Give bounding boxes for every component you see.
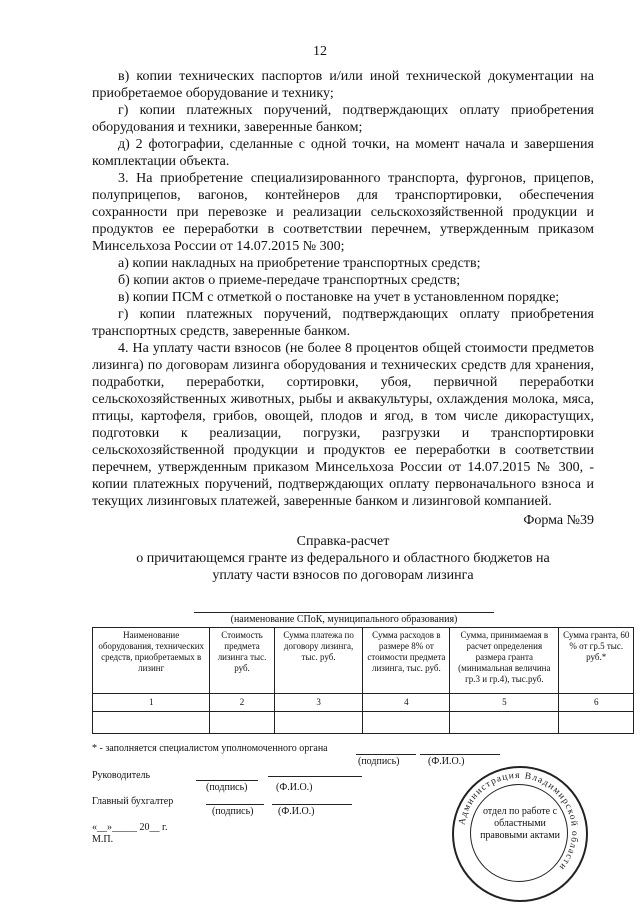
paragraph-g: г) копии платежных поручений, подтверждающих оплату приобретения оборудования и техники, заверенные банком;	[92, 103, 594, 135]
table-header-cell: Сумма платежа по договору лизинга, тыс. руб.	[274, 628, 363, 694]
sign-line	[272, 804, 352, 805]
table-header-cell: Сумма гранта, 60 % от гр.5 тыс. руб.*	[559, 628, 634, 694]
fio-caption: (Ф.И.О.)	[276, 782, 313, 793]
table-row	[93, 694, 634, 712]
table-header-cell: Наименование оборудования, технических средств, приобретаемых в лизинг	[93, 628, 210, 694]
sign-line	[206, 804, 264, 805]
form-label: Форма №39	[523, 513, 594, 528]
body-text	[92, 68, 594, 584]
org-caption: (наименование СПоК, муниципального образования)	[194, 612, 494, 626]
table-cell: 3	[274, 694, 363, 712]
rukovoditel-label: Руководитель	[92, 770, 151, 781]
glavbuh-label: Главный бухгалтер	[92, 796, 174, 807]
paragraph-3a: а) копии накладных на приобретение транспортных средств;	[118, 256, 481, 271]
table-cell	[450, 712, 559, 734]
table-header-row	[93, 628, 634, 694]
table-header-cell: Сумма, принимаемая в расчет определения размера гранта (минимальная величина гр.3 и гр.4), тыс.руб.	[450, 628, 559, 694]
table-cell: 5	[450, 694, 559, 712]
paragraph-v: в) копии технических паспортов и/или иной технической документации на приобретаемое оборудование и технику;	[92, 69, 594, 101]
form-subtitle: о причитающемся гранте из федерального и областного бюджетов на уплату части взносов по договорам лизинга	[136, 551, 550, 583]
sign-line	[268, 776, 362, 777]
table-cell: 2	[210, 694, 274, 712]
podpis-caption: (подпись)	[206, 782, 248, 793]
table-cell: 1	[93, 694, 210, 712]
svg-text:Администрация Владимирской обл: Администрация Владимирской области	[457, 770, 580, 873]
table-cell	[93, 712, 210, 734]
table-cell: 4	[363, 694, 450, 712]
footnote: * - заполняется специалистом уполномоченного органа	[92, 743, 328, 754]
paragraph-3b: б) копии актов о приеме-передаче транспортных средств;	[118, 273, 461, 288]
paragraph-3: 3. На приобретение специализированного транспорта, фургонов, прицепов, полуприцепов, вагонов, контейнеров для транспортировки, обеспечения сохранности при перевозке и реализации сельскохозяйственной продукции и продуктов ее переработки в соответствии перечнем, утвержденным приказом Минсельхоза России от 14.07.2015 № 300;	[92, 171, 594, 254]
podpis-caption: (подпись)	[212, 806, 254, 817]
table-cell	[210, 712, 274, 734]
table-header-cell: Сумма расходов в размере 8% от стоимости предмета лизинга, тыс. руб.	[363, 628, 450, 694]
page-number: 12	[313, 44, 327, 59]
fio-caption: (Ф.И.О.)	[278, 806, 315, 817]
sign-line	[356, 754, 416, 755]
paragraph-3g: г) копии платежных поручений, подтверждающих оплату приобретения транспортных средств, заверенные банком.	[92, 307, 594, 339]
podpis-caption: (подпись)	[358, 756, 400, 767]
mp-label: М.П.	[92, 834, 114, 845]
paragraph-4: 4. На уплату части взносов (не более 8 процентов общей стоимости предметов лизинга) по договорам лизинга оборудования и технических средств для хранения, подработки, переработки, сортировки, убоя, первичной переработки сельскохозяйственных животных, рыбы и аквакультуры, охлаждения молока, мяса, птицы, картофеля, грибов, овощей, плодов и ягод, в том числе дикорастущих, подготовки к реализации, погрузки, разгрузки и транспортировки сельскохозяйственной продукции и продуктов ее переработки в соответствии перечнем, утвержденным приказом Минсельхоза России от 14.07.2015 № 300, - копии платежных поручений, подтверждающих оплату первоначального взноса и текущих лизинговых платежей, заверенные банком и лизинговой компанией.	[92, 341, 594, 509]
paragraph-d: д) 2 фотографии, сделанные с одной точки, на момент начала и завершения комплектации объекта.	[92, 137, 594, 169]
stamp-seal	[452, 766, 588, 902]
form-title: Справка-расчет	[296, 534, 390, 549]
table-cell: 6	[559, 694, 634, 712]
table-header-cell: Стоимость предмета лизинга тыс. руб.	[210, 628, 274, 694]
table-cell	[274, 712, 363, 734]
table-cell	[559, 712, 634, 734]
sign-line	[196, 780, 258, 781]
table-cell	[363, 712, 450, 734]
paragraph-3v: в) копии ПСМ с отметкой о постановке на учет в установленном порядке;	[118, 290, 560, 305]
grant-table	[92, 627, 634, 734]
sign-line	[420, 754, 500, 755]
fio-caption: (Ф.И.О.)	[428, 756, 465, 767]
stamp-text: отдел по работе с областными правовыми актами	[480, 806, 560, 841]
date-line: «__»_____ 20__ г.	[92, 822, 168, 833]
table-row	[93, 712, 634, 734]
